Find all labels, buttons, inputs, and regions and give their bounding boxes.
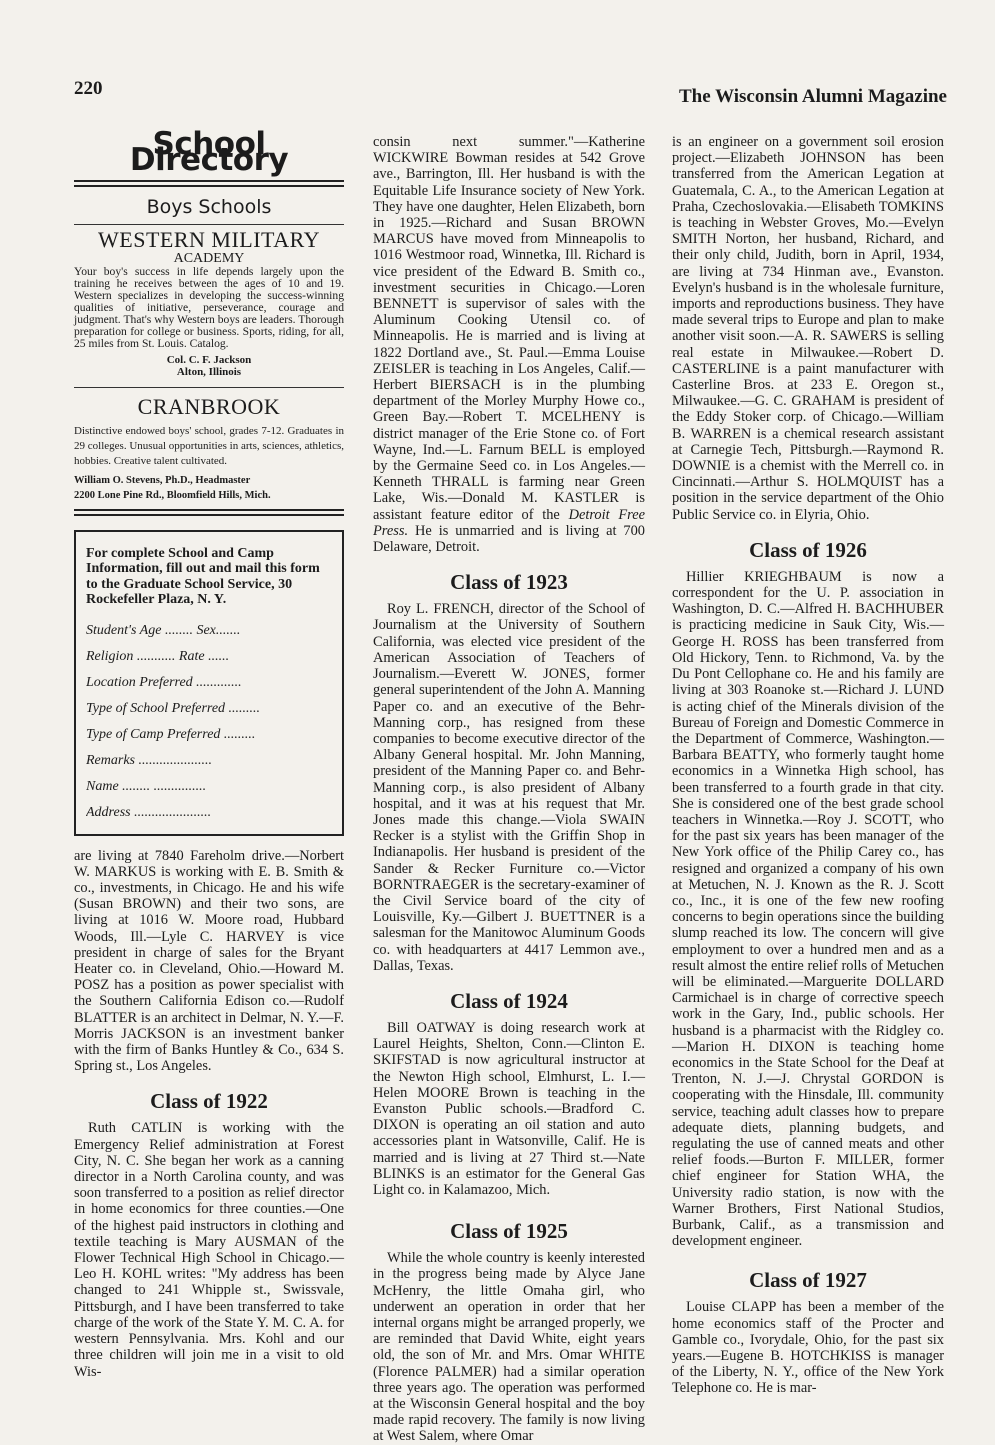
page-number: 220 (74, 78, 103, 99)
class-1926-heading: Class of 1926 (749, 537, 867, 562)
class-1923-text: Roy L. FRENCH, director of the School of Journalism at the University of Southern California, was elected vice president of the American Association of Teachers of Journalism.—Everett W. JONES, former general superintendent of the John A. Manning Paper co. and an executive of the Behr-Manning corp., has resigned from these companies to become executive director of the Albany General hospital. Mr. John Manning, president of the Manning Paper co. and Behr-Manning corp., is also president of Albany hospital, and it was at his request that Mr. Jones made this change.—Viola SWAIN Recker is a stylist with the Griffin Shop in Indianapolis. Her husband is president of the Sander & Recker Furniture co.—Victor BORNTRAEGER is the secretary-examiner of the Civil Service board of the city of Louisville, Ky.—Gilbert J. BUETTNER is a salesman for the Manitowoc Aluminum Goods co. with headquarters at 4417 Lemmon ave., Dallas, Texas. (373, 601, 645, 974)
class-1924-heading: Class of 1924 (450, 988, 568, 1013)
ad-cranbrook (74, 393, 344, 503)
column-3 (672, 134, 944, 1397)
school-description: Distinctive endowed boys' school, grades 7-12. Graduates in 29 colleges. Unusual opportunities in arts, sciences, athletics, hobbies. Creative talent cultivated. (74, 424, 344, 467)
form-field-age-sex: Student's Age ........ Sex....... (86, 622, 241, 638)
class-1927-text: Louise CLAPP has been a member of the home economics staff of the Procter and Gamble co., Ivorydale, Ohio, for the past six years.—Eugene B. HOTCHKISS is manager of the Liberty, N. Y., office of the New York Telephone co. He is mar- (672, 1299, 944, 1397)
column-1 (74, 126, 344, 1380)
school-contact-name: Col. C. F. Jackson (166, 353, 252, 366)
school-subtitle: ACADEMY (173, 250, 245, 266)
form-field-location: Location Preferred ............. (86, 674, 242, 690)
magazine-title: The Wisconsin Alumni Magazine (679, 86, 947, 107)
class-1926-text: Hillier KRIEGHBAUM is now a correspondent for the U. P. association in Washington, D. C.—Alfred H. BACHHUBER is practicing medicine in Sauk City, Wis.—George H. ROSS has been transferred from Old Hickory, Tenn. to Richmond, Va. by the Du Pont Cellophane co. He and his family are living at 303 Roanoke st.—Richard J. LUND is acting chief of the Minerals division of the Bureau of Foreign and Domestic Commerce in the Department of Commerce, Washington.—Barbara BEATTY, who formerly taught home economics in a Winnetka High school, has been transferred to a fourth grade in that city. She is considered one of the best grade school teachers in Winnetka.—Roy J. SCOTT, who for the past six years has been manager of the New York office of the Philip Carey co., has resigned and organized a company of his own at Metuchen, N. J. Known as the R. J. Scott co., Inc., it is one of the few new roofing concerns to begin operations since the building slump reached its low. The concern will give employment to over a hundred men and as a result almost the entire relief rolls of Metuchen will be eliminated.—Marguerite DOLLARD Carmichael is in charge of corrective speech work in the Gary, Ind., public schools. Her husband is a pharmacist with the Ridgley co.—Marion H. DIXON is teaching home economics in the State School for the Deaf at Trenton, N. J.—J. Chrystal GORDON is cooperating with the Hinsdale, Ill. community service, teaching adult classes how to prepare adequate diets, planning budgets, and regulating the use of canned meats and other relief foods.—Burton F. MILLER, former chief engineer for Station WHA, the University radio station, is now with the Warner Brothers, First National Studios, Burbank, Calif., as a transmission and development engineer. (672, 568, 944, 1250)
school-contact-place: 2200 Lone Pine Rd., Bloomfield Hills, Mich. (74, 489, 271, 501)
newspaper-name: Detroit Free Press. (373, 506, 645, 539)
column-3-text: is an engineer on a government soil erosion project.—Elizabeth JOHNSON has been transferred from the American Legation at Guatemala, C. A., to the American Legation at Praha, Czechoslovakia.—Elisabeth TOMKINS is teaching in Webster Groves, Mo.—Evelyn SMITH Norton, her husband, Richard, and their only child, Judith, born in April, 1934, are living at 734 Hinman ave., Evanston. Evelyn's husband is in the wholesale furniture, imports and reproductions business. They have made several trips to Europe and plan to make another visit soon.—A. R. SAWERS is selling real estate in Milwaukee.—Robert D. CASTERLINE is a paint manufacturer with Casterline Bros. at 233 E. Oregon st., Milwaukee.—G. C. GRAHAM is president of the Eddy Stoker corp. of Chicago.—William B. WARREN is a chemical research assistant at Carnegie Tech, Pittsburgh.—Raymond R. DOWNIE is a chemist with the Merrell co. in Cincinnati.—Arthur S. HOLMQUIST has a position in the service department of the Ohio Public Service co. in Elyria, Ohio. (672, 134, 944, 523)
column-2 (373, 134, 645, 1445)
ad-end-rule (74, 509, 344, 516)
column-2-text (373, 134, 645, 555)
class-1922-heading: Class of 1922 (150, 1089, 268, 1114)
school-name: CRANBROOK (137, 393, 281, 419)
form-field-address: Address ...................... (86, 804, 212, 820)
class-1925-text: While the whole country is keenly interested in the progress being made by Alyce Jane McHenry, the little Omaha girl, who underwent an operation in order that her internal organs might be arranged properly, we are reminded that David White, eight years old, the son of Mr. and Mrs. Omar WHITE (Florence PALMER) had a similar operation three years ago. The operation was performed at the Wisconsin General hospital and the boy made rapid recovery. The family is now living at West Salem, where Omar (373, 1250, 645, 1445)
form-field-religion-rate: Religion ........... Rate ...... (86, 648, 230, 664)
column-1-text: are living at 7840 Fareholm drive.—Norbert W. MARKUS is working with E. B. Smith & co., investments, in Chicago. He and his wife (Susan BROWN) and their two sons, are living at 1016 W. Moore road, Hubbard Woods, Ill.—Lyle C. HARVEY is vice president in charge of sales for the Bryant Heater co. in Cleveland, Ohio.—Howard M. POSZ has a position as power specialist with the Southern California Edison co.—Rudolf BLATTER is an architect in Delmar, N. Y.—F. Morris JACKSON is an investment banker with the firm of Banks Huntley & Co., 634 S. Spring st., Los Angeles. (74, 847, 344, 1075)
class-1924-text: Bill OATWAY is doing research work at Laurel Heights, Shelton, Conn.—Clinton E. SKIFSTAD is now agricultural instructor at the Newton High school, Elmhurst, L. I.—Helen MOORE Brown is teaching in the Evanston Public schools.—Bradford C. DIXON is operating an oil station and auto accessories plant in Watsonville, Calif. He is married and is living at 27 Third st.—Nate BLINKS is an estimator for the General Gas Light co. in Kalamazoo, Mich. (373, 1019, 645, 1198)
column-2-text-a: consin next summer."—Katherine WICKWIRE Bowman resides at 542 Grove ave., Barrington, Ill. Her husband is with the Equitable Life Insurance society of New York. They have one daughter, Helen Elizabeth, born in 1925.—Richard and Susan BROWN MARCUS have moved from Minneapolis to 1016 Westmoor road, Winnetka, Ill. Richard is vice president of the Edward B. Smith co., investment securities in Chicago.—Loren BENNETT is supervisor of sales with the Aluminum Cooking Utensil co. of Minneapolis. He is married and is living at 1822 Dortland ave., St. Paul.—Emma Louise ZEISLER is teaching in Los Angeles, Calif.—Herbert BIERSACH is in the plumbing department of the Morley Murphy Howe co., Green Bay.—Robert T. MCELHENY is district manager of the Erie Stone co. of Fort Wayne, Ind.—L. Farnum BELL is employed by the Germaine Seed co. in Los Angeles.—Kenneth THRALL is farming near Green Lake, Wis.—Donald M. KASTLER is assistant feature editor of the (373, 134, 645, 523)
class-1922-text: Ruth CATLIN is working with the Emergency Relief administration at Forest City, N. C. She began her work as a canning director in a North Carolina county, and was soon transferred to a position as relief director in home economics for three counties.—One of the highest paid instructors in clothing and textile teaching is Mary AUSMAN of the Flower Technical High School in Chicago.—Leo H. KOHL writes: "My address has been changed to 241 Whipple st., Swissvale, Pittsburgh, and I have been transferred to take charge of the work of the State Y. M. C. A. for western Pennsylvania. Mrs. Kohl and our three children will join me in a visit to old Wis- (74, 1120, 344, 1380)
form-intro: For complete School and Camp Information, fill out and mail this form to the Graduate School Service, 30 Rockefeller Plaza, N. Y. (86, 545, 320, 608)
school-description: Your boy's success in life depends largely upon the training he receives between the ages of 10 and 19. Western specializes in developing the success-winning qualities of initiative, perseverance, courage and judgment. That's why Western boys are leaders. Thorough preparation for college or business. Sports, riding, for all, 25 miles from St. Louis. Catalog. (74, 264, 344, 350)
form-field-name: Name ........ ............... (86, 778, 207, 794)
section-rule (74, 224, 344, 225)
info-request-form (74, 530, 344, 836)
section-title: Boys Schools (146, 196, 272, 219)
title-rule (74, 180, 344, 187)
school-name: WESTERN MILITARY (98, 226, 320, 252)
form-field-camp-type: Type of Camp Preferred ......... (86, 726, 256, 742)
form-field-remarks: Remarks ..................... (86, 752, 212, 768)
column-2-text-b: He is unmarried and is living at 700 Delaware, Detroit. (373, 522, 645, 556)
ad-western-military (74, 226, 344, 379)
school-contact-name: William O. Stevens, Ph.D., Headmaster (74, 474, 251, 486)
class-1927-heading: Class of 1927 (749, 1268, 867, 1293)
ad-rule (74, 387, 344, 388)
directory-title: School Directory (129, 126, 289, 179)
school-contact-place: Alton, Illinois (176, 366, 242, 379)
form-field-school-type: Type of School Preferred ......... (86, 700, 261, 716)
class-1925-heading: Class of 1925 (450, 1219, 568, 1244)
class-1923-heading: Class of 1923 (450, 570, 568, 595)
